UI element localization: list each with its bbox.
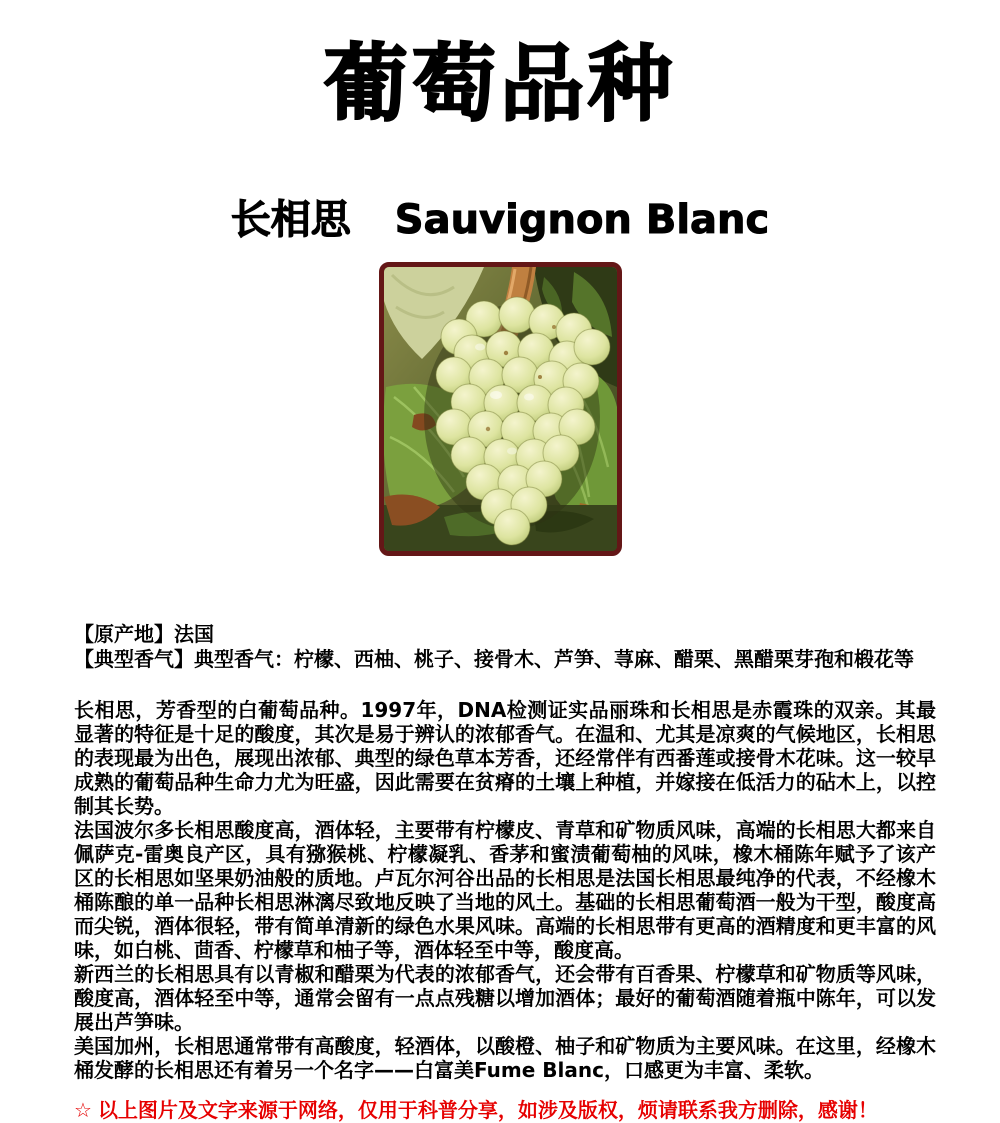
grape-cluster-illustration bbox=[384, 267, 617, 551]
disclaimer bbox=[74, 1098, 936, 1123]
variety-subtitle bbox=[0, 196, 1000, 244]
page-title: 葡萄品种 bbox=[323, 35, 676, 133]
origin-row bbox=[74, 622, 936, 647]
aroma-label: 【典型香气】 bbox=[74, 647, 194, 671]
info-block bbox=[74, 622, 936, 672]
disclaimer-text: 以上图片及文字来源于网络，仅用于科普分享，如涉及版权，烦请联系我方删除，感谢！ bbox=[97, 1098, 878, 1122]
star-icon: ☆ bbox=[74, 1098, 92, 1122]
aroma-row bbox=[74, 647, 936, 672]
body-paragraph: 新西兰的长相思具有以青椒和醋栗为代表的浓郁香气，还会带有百香果、柠檬草和矿物质等风味，酸度高，酒体轻至中等，通常会留有一点点残糖以增加酒体；最好的葡萄酒随着瓶中陈年，可以发展出芦笋味。 bbox=[74, 962, 936, 1034]
origin-value: 法国 bbox=[174, 622, 214, 646]
body-paragraph: 美国加州，长相思通常带有高酸度，轻酒体，以酸橙、柚子和矿物质为主要风味。在这里，经橡木桶发酵的长相思还有着另一个名字——白富美Fume Blanc，口感更为丰富、柔软。 bbox=[74, 1034, 936, 1082]
variety-name-en: Sauvignon Blanc bbox=[394, 197, 770, 243]
variety-name-cn: 长相思 bbox=[230, 197, 351, 243]
aroma-value: 典型香气：柠檬、西柚、桃子、接骨木、芦笋、荨麻、醋栗、黑醋栗芽孢和椴花等 bbox=[194, 647, 914, 671]
body-paragraph: 法国波尔多长相思酸度高，酒体轻，主要带有柠檬皮、青草和矿物质风味，高端的长相思大都来自佩萨克-雷奥良产区，具有猕猴桃、柠檬凝乳、香茅和蜜渍葡萄柚的风味，橡木桶陈年赋予了该产区的长相思如坚果奶油般的质地。卢瓦尔河谷出品的长相思是法国长相思最纯净的代表，不经橡木桶陈酿的单一品种长相思淋漓尽致地反映了当地的风土。基础的长相思葡萄酒一般为干型，酸度高而尖锐，酒体很轻，带有简单清新的绿色水果风味。高端的长相思带有更高的酒精度和更丰富的风味，如白桃、茴香、柠檬草和柚子等，酒体轻至中等，酸度高。 bbox=[74, 818, 936, 962]
body-paragraph: 长相思，芳香型的白葡萄品种。1997年，DNA检测证实品丽珠和长相思是赤霞珠的双亲。其最显著的特征是十足的酸度，其次是易于辨认的浓郁香气。在温和、尤其是凉爽的气候地区，长相思的表现最为出色，展现出浓郁、典型的绿色草本芳香，还经常伴有西番莲或接骨木花味。这一较早成熟的葡萄品种生命力尤为旺盛，因此需要在贫瘠的土壤上种植，并嫁接在低活力的砧木上，以控制其长势。 bbox=[74, 698, 936, 818]
description-block bbox=[74, 698, 936, 1082]
sauvignon-blanc-photo bbox=[379, 262, 622, 556]
origin-label: 【原产地】 bbox=[74, 622, 174, 646]
